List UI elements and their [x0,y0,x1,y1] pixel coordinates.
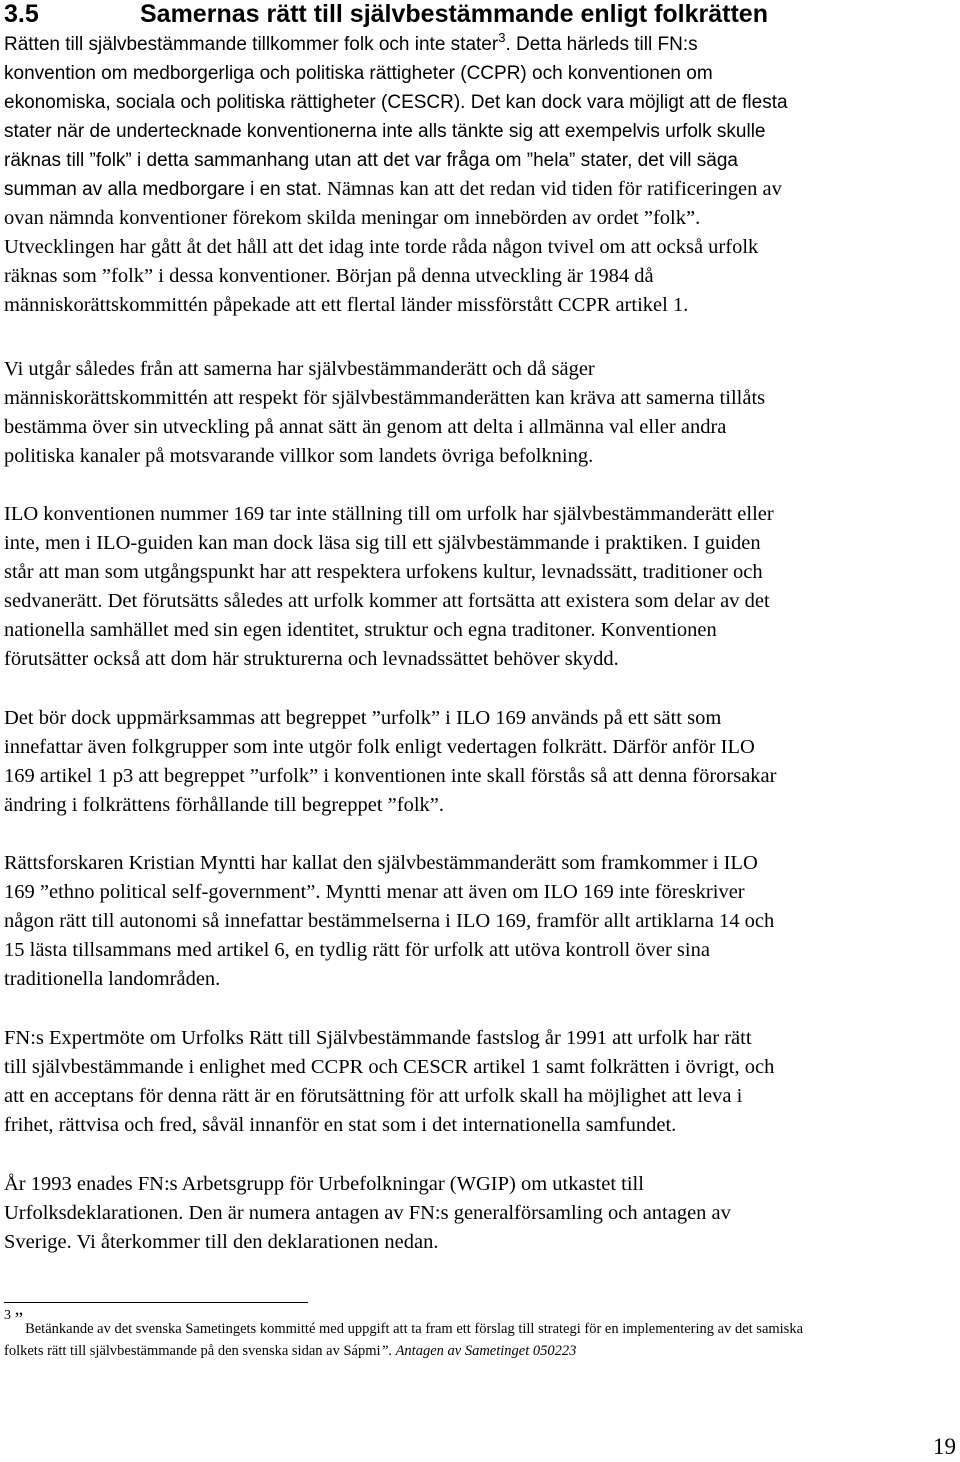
paragraph-1 [4,30,960,320]
text-line: att en acceptans för denna rätt är en förutsättning för att urfolk skall ha möjlighet att leva i [4,1085,743,1107]
paragraph-6 [4,1024,960,1140]
text-line: Det bör dock uppmärksammas att begreppet ”urfolk” i ILO 169 används på ett sätt som [4,707,722,729]
footnote-number: 3 [4,1308,11,1323]
text-line: ovan nämnda konventioner förekom skilda meningar om innebörden av ordet ”folk”. [4,207,701,229]
text-line: bestämma över sin utveckling på annat sätt än genom att delta i allmänna val eller andra [4,416,727,438]
paragraph-5 [4,849,960,994]
paragraph-7 [4,1170,960,1257]
text-line: ekonomiska, sociala och politiska rättigheter (CESCR). Det kan dock vara möjligt att de flesta [4,92,788,113]
text-line: Utvecklingen har gått åt det håll att det idag inte torde råda någon tvivel om att också urfolk [4,236,759,258]
text-line: Urfolksdeklarationen. Den är numera antagen av FN:s generalförsamling och antagen av [4,1202,731,1224]
text-line: konvention om medborgerliga och politiska rättigheter (CCPR) och konventionen om [4,63,713,84]
text-line: ändring i folkrättens förhållande till begreppet ”folk”. [4,794,445,816]
text-line: inte, men i ILO-guiden kan man dock läsa sig till ett självbestämmande i praktiken. I guiden [4,532,761,554]
section-title: Samernas rätt till självbestämmande enligt folkrätten [140,0,768,28]
text-line: till självbestämmande i enlighet med CCPR och CESCR artikel 1 samt folkrätten i övrigt, och [4,1056,775,1078]
text-line: människorättskommittén påpekade att ett flertal länder missförstått CCPR artikel 1. [4,294,689,316]
text-line: förutsätter också att dom här strukturerna och levnadssättet behöver skydd. [4,648,619,670]
text-line: Vi utgår således från att samerna har självbestämmanderätt och då säger [4,358,595,380]
section-number: 3.5 [4,0,39,28]
text-line: frihet, rättvisa och fred, såväl innanför en stat som i det internationella samfundet. [4,1114,677,1136]
text-line: nationella samhället med sin egen identitet, struktur och egna traditoner. Konventionen [4,619,717,641]
text-line: någon rätt till autonomi så innefattar bestämmelserna i ILO 169, framför allt artiklarna 14 och [4,910,775,932]
text-line: 169 ”ethno political self-government”. Myntti menar att även om ILO 169 inte föreskriver [4,881,745,903]
paragraph-4 [4,704,960,820]
text-line: människorättskommittén att respekt för självbestämmanderätten kan kräva att samerna tillåts [4,387,766,409]
text-line: Sverige. Vi återkommer till den deklarationen nedan. [4,1231,439,1253]
text-line: räknas som ”folk” i dessa konventioner. Början på denna utveckling är 1984 då [4,265,654,287]
text-line: står att man som utgångspunkt har att respektera urfokens kultur, levnadssätt, traditioner och [4,561,763,583]
footnote [4,1308,960,1362]
footnote-line: 3 ” Betänkande av det svenska Sametingets kommitté med uppgift att ta fram ett förslag till strategi för en implementering av det samiska [4,1308,804,1337]
text-line: räknas till ”folk” i detta sammanhang utan att det var fråga om ”hela” stater, det vill säga [4,150,738,171]
footnote-line: folkets rätt till självbestämmande på den svenska sidan av Sápmi”. Antagen av Sametinget 050223 [4,1343,577,1359]
text-line: Rättsforskaren Kristian Myntti har kallat den självbestämmanderätt som framkommer i ILO [4,852,758,874]
page-number: 19 [933,1434,956,1459]
text-line: År 1993 enades FN:s Arbetsgrupp för Urbefolkningar (WGIP) om utkastet till [4,1173,644,1195]
footnote-reference[interactable]: 3 [498,30,506,45]
text-line: sedvanerätt. Det förutsätts således att urfolk kommer att fortsätta att existera som delar av det [4,590,770,612]
text-line: stater när de undertecknade konventionerna inte alls tänkte sig att exempelvis urfolk skulle [4,121,766,142]
text-line: 15 lästa tillsammans med artikel 6, en tydlig rätt för urfolk att utöva kontroll över sina [4,939,710,961]
text-line: Rätten till självbestämmande tillkommer folk och inte stater$^3$. Detta härleds till FN:s [4,30,698,55]
footnote-separator [4,1302,308,1303]
paragraph-2 [4,355,960,471]
text-line: FN:s Expertmöte om Urfolks Rätt till Självbestämmande fastslog år 1991 att urfolk har rätt [4,1027,752,1049]
text-line: 169 artikel 1 p3 att begreppet ”urfolk” i konventionen inte skall förstås så att denna förorsakar [4,765,777,787]
text-line: politiska kanaler på motsvarande villkor som landets övriga befolkning. [4,445,594,467]
text-line: innefattar även folkgrupper som inte utgör folk enligt vedertagen folkrätt. Därför anför ILO [4,736,755,758]
text-line: summan av alla medborgare i en stat. Nämnas kan att det redan vid tiden för ratificeringen av [4,178,782,200]
paragraph-3 [4,500,960,674]
section-heading [4,0,768,30]
text-line: traditionella landområden. [4,968,221,990]
text-line: ILO konventionen nummer 169 tar inte ställning till om urfolk har självbestämmanderätt eller [4,503,774,525]
